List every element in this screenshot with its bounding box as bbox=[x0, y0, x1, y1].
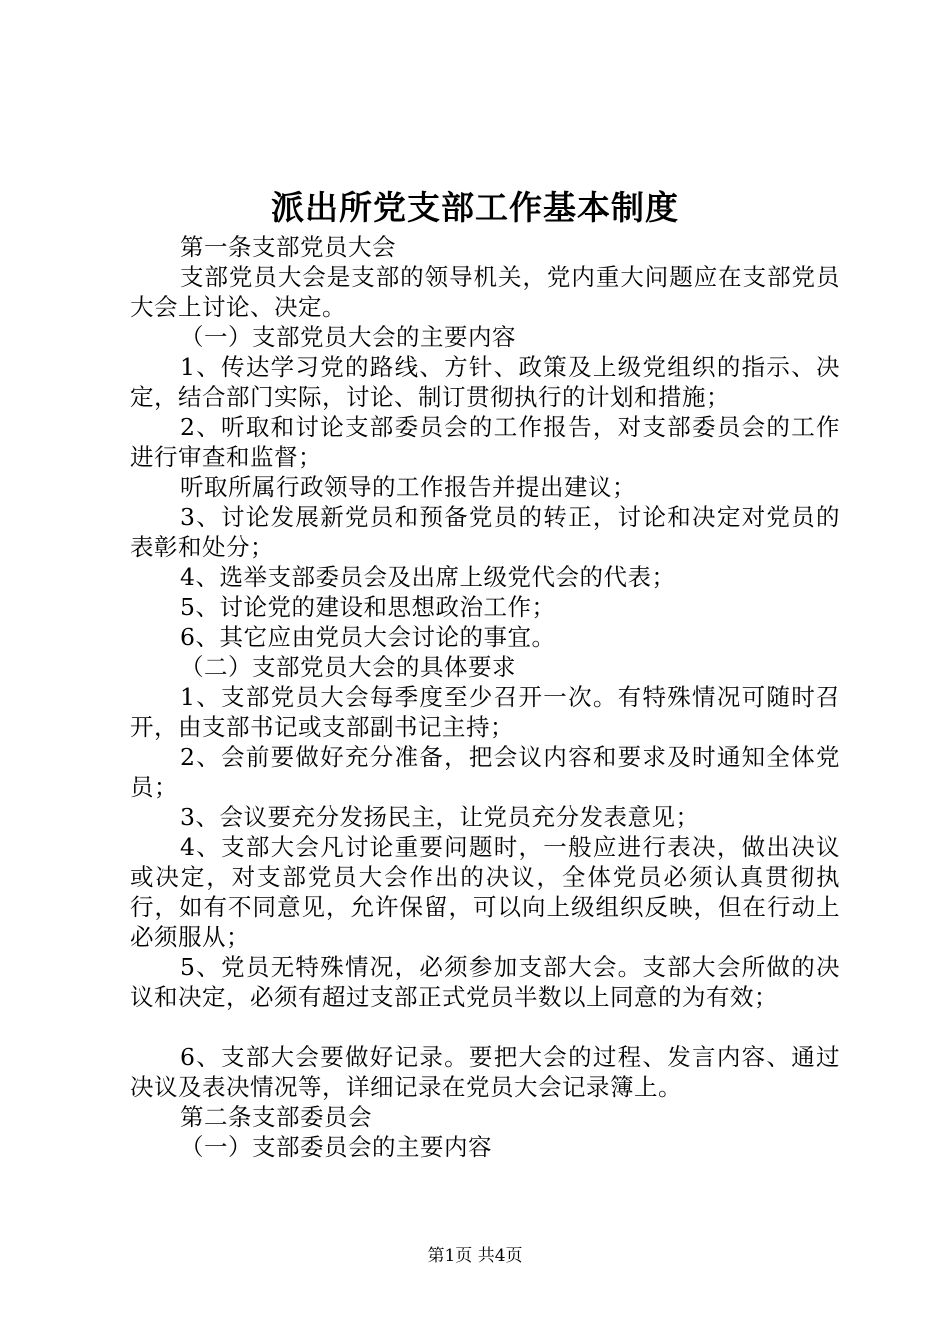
list-item: 6、其它应由党员大会讨论的事宜。 bbox=[180, 623, 556, 651]
list-item: 3、会议要充分发扬民主，让党员充分发表意见； bbox=[180, 803, 700, 831]
list-item: 4、支部大会凡讨论重要问题时，一般应进行表决，做出决议或决定，对支部党员大会作出的决议，全体党员必须认真贯彻执行，如有不同意见，允许保留，可以向上级组织反映，但在行动上必须服从； bbox=[130, 833, 840, 951]
section-heading: （一）支部党员大会的主要内容 bbox=[180, 323, 516, 351]
body-paragraph: 支部党员大会是支部的领导机关，党内重大问题应在支部党员大会上讨论、决定。 bbox=[130, 263, 840, 321]
article-heading: 第二条支部委员会 bbox=[180, 1103, 372, 1131]
article-heading: 第一条支部党员大会 bbox=[180, 233, 396, 261]
document-body bbox=[130, 232, 840, 1162]
list-item: 3、讨论发展新党员和预备党员的转正，讨论和决定对党员的表彰和处分； bbox=[130, 503, 840, 561]
section-heading: （一）支部委员会的主要内容 bbox=[180, 1133, 492, 1161]
list-item: 2、会前要做好充分准备，把会议内容和要求及时通知全体党员； bbox=[130, 743, 840, 801]
list-item: 2、听取和讨论支部委员会的工作报告，对支部委员会的工作进行审查和监督； bbox=[130, 413, 840, 471]
section-heading: （二）支部党员大会的具体要求 bbox=[180, 653, 516, 681]
document-title: 派出所党支部工作基本制度 bbox=[271, 188, 679, 227]
list-item: 5、讨论党的建设和思想政治工作； bbox=[180, 593, 556, 621]
list-item: 4、选举支部委员会及出席上级党代会的代表； bbox=[180, 563, 676, 591]
list-item: 1、传达学习党的路线、方针、政策及上级党组织的指示、决定，结合部门实际，讨论、制订贯彻执行的计划和措施； bbox=[130, 353, 840, 411]
list-item: 5、党员无特殊情况，必须参加支部大会。支部大会所做的决议和决定，必须有超过支部正式党员半数以上同意的为有效； bbox=[130, 953, 840, 1011]
list-item: 6、支部大会要做好记录。要把大会的过程、发言内容、通过决议及表决情况等，详细记录在党员大会记录簿上。 bbox=[130, 1043, 840, 1101]
list-item: 听取所属行政领导的工作报告并提出建议； bbox=[180, 473, 636, 501]
page-footer: 第1页 共4页 bbox=[427, 1246, 523, 1266]
list-item: 1、支部党员大会每季度至少召开一次。有特殊情况可随时召开，由支部书记或支部副书记主持； bbox=[130, 683, 840, 741]
